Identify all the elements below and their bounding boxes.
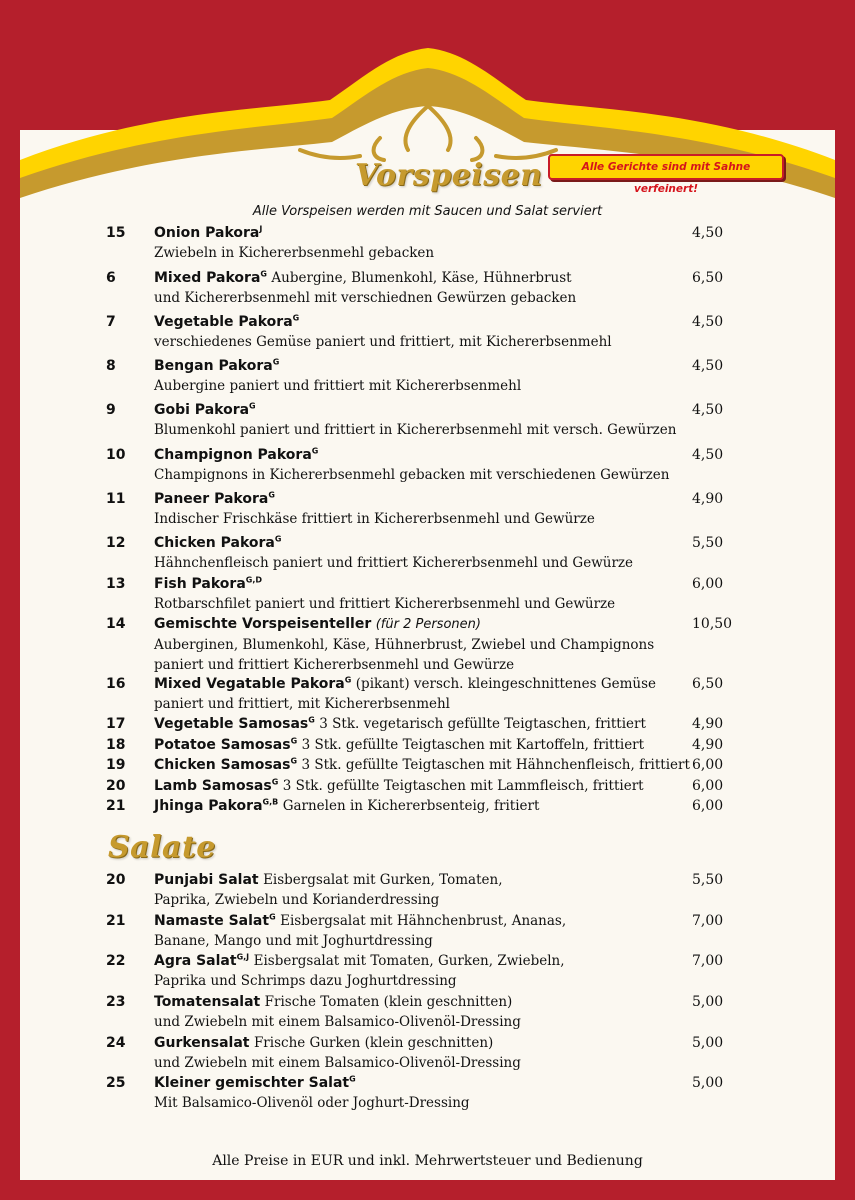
item-body <box>154 674 694 714</box>
item-description-line: Rotbarschfilet paniert und frittiert Kichererbsenmehl und Gewürze <box>154 596 616 612</box>
item-description-line: Aubergine paniert und frittiert mit Kichererbsenmehl <box>154 378 522 394</box>
allergen-code: G <box>308 715 315 725</box>
item-line-1 <box>154 533 694 553</box>
allergen-code: G <box>260 269 267 279</box>
section-title-vorspeisen: Vorspeisen <box>355 158 543 193</box>
item-line-1 <box>154 1033 694 1053</box>
item-line-1 <box>154 312 694 332</box>
item-body <box>154 489 694 529</box>
item-description: (pikant) versch. kleingeschnittenes Gemüse <box>355 676 657 692</box>
item-price: 6,00 <box>692 757 724 773</box>
item-price: 4,50 <box>692 225 724 241</box>
item-line-1 <box>154 674 694 694</box>
item-body <box>154 911 694 951</box>
item-price: 5,50 <box>692 535 724 551</box>
item-number: 20 <box>106 778 126 794</box>
section-subtitle: Alle Vorspeisen werden mit Saucen und Salat serviert <box>252 204 603 219</box>
item-body <box>154 796 694 816</box>
item-price: 4,50 <box>692 314 724 330</box>
item-description-line: Auberginen, Blumenkohl, Käse, Hühnerbrust, Zwiebel und Champignons <box>154 637 655 653</box>
item-line-1 <box>154 223 694 243</box>
item-body <box>154 1073 694 1113</box>
item-body <box>154 992 694 1032</box>
item-description-line: Paprika und Schrimps dazu Joghurtdressing <box>154 973 457 989</box>
item-number: 20 <box>106 872 126 888</box>
item-number: 21 <box>106 798 126 814</box>
item-price: 4,50 <box>692 402 724 418</box>
item-line-1 <box>154 911 694 931</box>
item-description-line: Banane, Mango und mit Joghurtdressing <box>154 933 433 949</box>
cream-notice-badge: Alle Gerichte sind mit Sahne verfeinert! <box>548 154 784 180</box>
item-number: 9 <box>106 402 116 418</box>
item-name: Namaste Salat <box>154 913 270 929</box>
item-line-1 <box>154 445 694 465</box>
item-number: 11 <box>106 491 126 507</box>
item-price: 4,90 <box>692 716 724 732</box>
item-price: 4,50 <box>692 447 724 463</box>
item-number: 12 <box>106 535 126 551</box>
item-name: Paneer Pakora <box>154 491 269 507</box>
item-line-1 <box>154 755 694 775</box>
item-price: 5,00 <box>692 994 724 1010</box>
allergen-code: G <box>274 534 282 544</box>
item-description: Eisbergsalat mit Gurken, Tomaten, <box>263 872 503 888</box>
item-line-1 <box>154 776 694 796</box>
item-name: Fish Pakora <box>154 576 246 592</box>
item-body <box>154 714 694 734</box>
item-body <box>154 223 694 263</box>
item-line-1 <box>154 735 694 755</box>
item-description: Garnelen in Kichererbsenteig, fritiert <box>282 798 540 814</box>
item-description-line: Hähnchenfleisch paniert und frittiert Kichererbsenmehl und Gewürze <box>154 555 634 571</box>
item-number: 22 <box>106 953 126 969</box>
item-number: 15 <box>106 225 126 241</box>
item-number: 21 <box>106 913 126 929</box>
item-name: Chicken Samosas <box>154 757 291 773</box>
item-body <box>154 268 694 308</box>
allergen-code: G <box>292 313 300 323</box>
allergen-code: G <box>349 1074 356 1084</box>
item-line-1 <box>154 992 694 1012</box>
item-number: 23 <box>106 994 126 1010</box>
item-line-1 <box>154 1073 694 1093</box>
item-name: Champignon Pakora <box>154 447 312 463</box>
item-price: 7,00 <box>692 913 724 929</box>
item-price: 6,50 <box>692 676 724 692</box>
item-description-line: paniert und frittiert, mit Kichererbsenmehl <box>154 696 451 712</box>
item-price: 6,50 <box>692 270 724 286</box>
allergen-code: G,D <box>245 575 263 585</box>
item-description-line: Indischer Frischkäse frittiert in Kichererbsenmehl und Gewürze <box>154 511 595 527</box>
item-body <box>154 870 694 910</box>
item-description: Eisbergsalat mit Tomaten, Gurken, Zwiebeln, <box>253 953 565 969</box>
item-number: 18 <box>106 737 126 753</box>
item-name: Lamb Samosas <box>154 778 272 794</box>
item-description-line: Zwiebeln in Kichererbsenmehl gebacken <box>154 245 435 261</box>
item-description: Eisbergsalat mit Hähnchenbrust, Ananas, <box>280 913 567 929</box>
item-body <box>154 755 694 775</box>
item-number: 7 <box>106 314 116 330</box>
allergen-code: G <box>311 446 319 456</box>
item-number: 14 <box>106 616 126 632</box>
item-number: 25 <box>106 1075 126 1091</box>
item-name: Gobi Pakora <box>154 402 250 418</box>
allergen-code: G <box>249 401 256 411</box>
item-price: 7,00 <box>692 953 724 969</box>
allergen-code: G,B <box>262 797 279 807</box>
item-number: 8 <box>106 358 116 374</box>
item-body <box>154 574 694 614</box>
item-name: Kleiner gemischter Salat <box>154 1075 350 1091</box>
item-description: Frische Gurken (klein geschnitten) <box>253 1035 494 1051</box>
item-price: 10,50 <box>692 616 733 632</box>
item-name: Vegetable Pakora <box>154 314 293 330</box>
item-body <box>154 533 694 573</box>
item-price: 4,90 <box>692 737 724 753</box>
item-body <box>154 614 694 675</box>
item-price: 6,00 <box>692 576 724 592</box>
item-price: 5,50 <box>692 872 724 888</box>
item-name: Gemischte Vorspeisenteller <box>154 616 372 632</box>
item-description-line: und Zwiebeln mit einem Balsamico-Olivenöl-Dressing <box>154 1055 521 1071</box>
item-price: 6,00 <box>692 798 724 814</box>
item-description-line: verschiedenes Gemüse paniert und frittiert, mit Kichererbsenmehl <box>154 334 612 350</box>
item-line-1 <box>154 268 694 288</box>
allergen-code: J <box>259 224 263 234</box>
item-name: Bengan Pakora <box>154 358 273 374</box>
item-name: Onion Pakora <box>154 225 260 241</box>
item-note: (für 2 Personen) <box>375 617 481 632</box>
item-description: 3 Stk. gefüllte Teigtaschen mit Kartoffeln, frittiert <box>301 737 645 753</box>
item-number: 17 <box>106 716 126 732</box>
allergen-code: G <box>290 736 298 746</box>
item-description-line: und Kichererbsenmehl mit verschiednen Gewürzen gebacken <box>154 290 577 306</box>
item-line-1 <box>154 489 694 509</box>
item-name: Chicken Pakora <box>154 535 275 551</box>
item-body <box>154 400 694 440</box>
item-number: 10 <box>106 447 126 463</box>
item-body <box>154 1033 694 1073</box>
item-price: 5,00 <box>692 1035 724 1051</box>
item-line-1 <box>154 574 694 594</box>
item-price: 5,00 <box>692 1075 724 1091</box>
item-name: Mixed Vegatable Pakora <box>154 676 345 692</box>
item-number: 16 <box>106 676 126 692</box>
item-description: 3 Stk. gefüllte Teigtaschen mit Hähnchenfleisch, frittiert <box>301 757 690 773</box>
item-body <box>154 776 694 796</box>
item-line-1 <box>154 870 694 890</box>
item-name: Gurkensalat <box>154 1035 250 1051</box>
item-number: 6 <box>106 270 116 286</box>
allergen-code: G <box>344 675 352 685</box>
item-body <box>154 735 694 755</box>
item-name: Potatoe Samosas <box>154 737 291 753</box>
item-number: 13 <box>106 576 126 592</box>
item-description: 3 Stk. gefüllte Teigtaschen mit Lammfleisch, frittiert <box>282 778 644 794</box>
item-name: Tomatensalat <box>154 994 261 1010</box>
item-body <box>154 445 694 485</box>
item-line-1 <box>154 614 694 635</box>
item-description: Frische Tomaten (klein geschnitten) <box>264 994 513 1010</box>
item-description-line: Champignons in Kichererbsenmehl gebacken mit verschiedenen Gewürzen <box>154 467 670 483</box>
allergen-code: G <box>269 912 276 922</box>
item-price: 4,50 <box>692 358 724 374</box>
item-name: Agra Salat <box>154 953 237 969</box>
item-number: 19 <box>106 757 126 773</box>
item-price: 4,90 <box>692 491 724 507</box>
allergen-code: G <box>271 777 279 787</box>
item-name: Vegetable Samosas <box>154 716 309 732</box>
item-price: 6,00 <box>692 778 724 794</box>
allergen-code: G,J <box>236 952 250 962</box>
item-body <box>154 356 694 396</box>
item-body <box>154 951 694 991</box>
item-description-line: Paprika, Zwiebeln und Korianderdressing <box>154 892 440 908</box>
item-description: Aubergine, Blumenkohl, Käse, Hühnerbrust <box>271 270 572 286</box>
item-description-line: Mit Balsamico-Olivenöl oder Joghurt-Dressing <box>154 1095 470 1111</box>
item-description-line: paniert und frittiert Kichererbsenmehl und Gewürze <box>154 657 515 673</box>
allergen-code: G <box>268 490 275 500</box>
item-line-1 <box>154 714 694 734</box>
item-body <box>154 312 694 352</box>
item-description-line: und Zwiebeln mit einem Balsamico-Olivenöl-Dressing <box>154 1014 521 1030</box>
item-line-1 <box>154 951 694 971</box>
item-name: Punjabi Salat <box>154 872 259 888</box>
allergen-code: G <box>272 357 280 367</box>
item-line-1 <box>154 796 694 816</box>
item-name: Jhinga Pakora <box>154 798 263 814</box>
allergen-code: G <box>290 756 298 766</box>
item-line-1 <box>154 356 694 376</box>
item-description: 3 Stk. vegetarisch gefüllte Teigtaschen, frittiert <box>319 716 646 732</box>
section-title-salate: Salate <box>108 830 216 865</box>
item-number: 24 <box>106 1035 126 1051</box>
item-name: Mixed Pakora <box>154 270 261 286</box>
item-line-1 <box>154 400 694 420</box>
price-footer-note: Alle Preise in EUR und inkl. Mehrwertsteuer und Bedienung <box>212 1153 643 1169</box>
item-description-line: Blumenkohl paniert und frittiert in Kichererbsenmehl mit versch. Gewürzen <box>154 422 677 438</box>
